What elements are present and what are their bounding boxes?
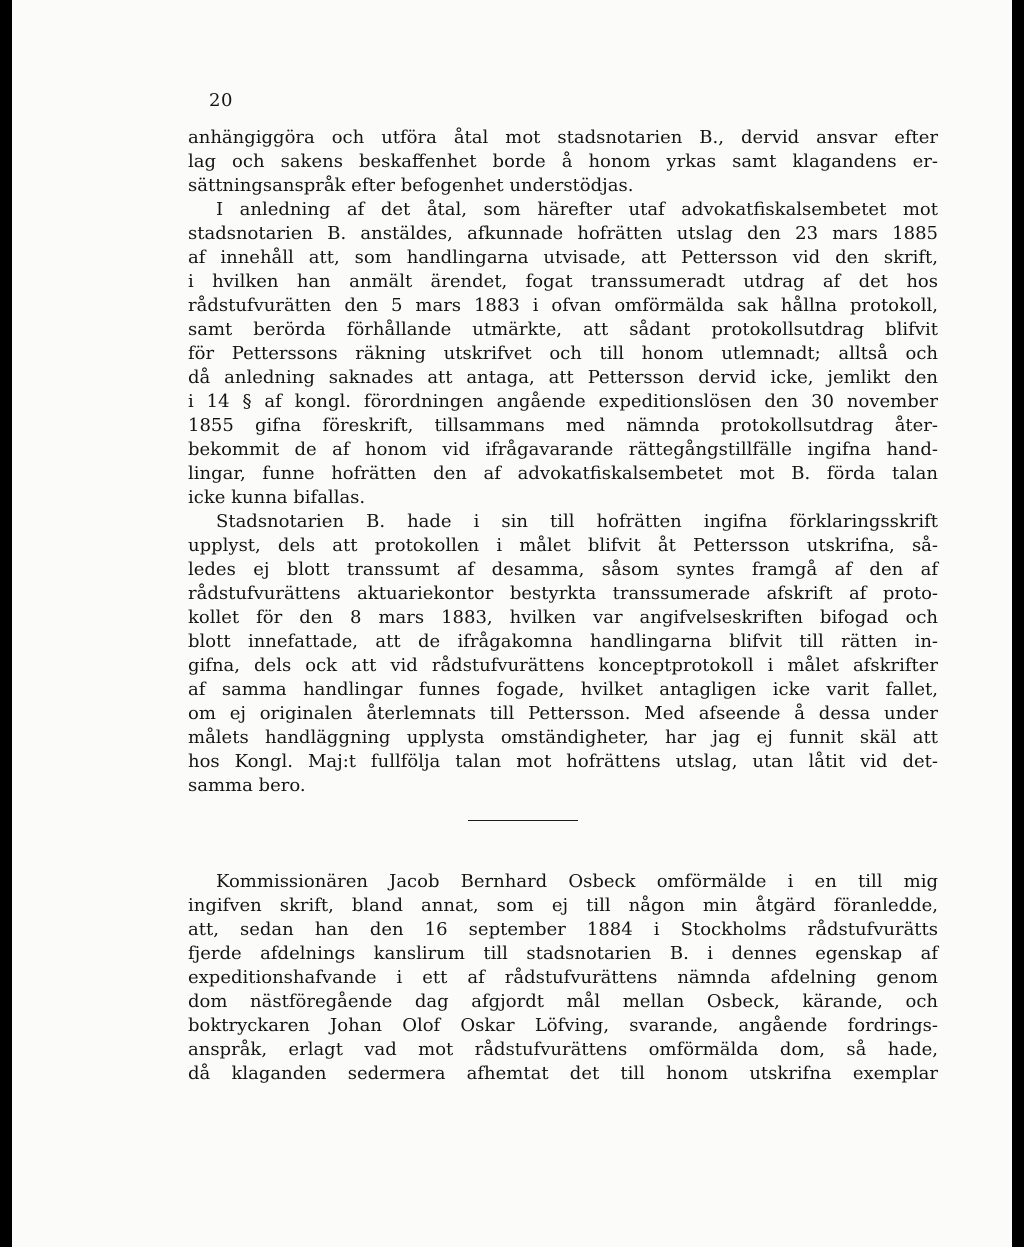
text-line: ingifven skrift, bland annat, som ej till någon min åtgärd föranledde, <box>188 895 938 916</box>
text-line: boktryckaren Johan Olof Oskar Löfving, svarande, angående fordrings- <box>188 1015 938 1036</box>
paragraph-start-line: Kommissionären Jacob Bernhard Osbeck omförmälde i en till mig <box>216 871 938 892</box>
text-line: lag och sakens beskaffenhet borde å honom yrkas samt klagandens er- <box>188 151 938 172</box>
text-line: att, sedan han den 16 september 1884 i Stockholms rådstufvurätts <box>188 919 938 940</box>
text-line: 1855 gifna föreskrift, tillsammans med nämnda protokollsutdrag åter- <box>188 415 938 436</box>
text-line: bekommit de af honom vid ifrågavarande rättegångstillfälle ingifna hand- <box>188 439 938 460</box>
text-line: hos Kongl. Maj:t fullfölja talan mot hofrättens utslag, utan låtit vid det- <box>188 751 938 772</box>
text-line: af innehåll att, som handlingarna utvisade, att Pettersson vid den skrift, <box>188 247 938 268</box>
text-line: lingar, funne hofrätten den af advokatfiskalsembetet mot B. förda talan <box>188 463 938 484</box>
section-separator <box>468 820 578 821</box>
text-line: om ej originalen återlemnats till Pettersson. Med afseende å dessa under <box>188 703 938 724</box>
text-line: rådstufvurättens aktuariekontor bestyrkta transsumerade afskrift af proto- <box>188 583 938 604</box>
text-line: ledes ej blott transsumt af desamma, såsom syntes framgå af den af <box>188 559 938 580</box>
text-line: sättningsanspråk efter befogenhet understödjas. <box>188 175 634 196</box>
text-line: upplyst, dels att protokollen i målet blifvit åt Pettersson utskrifna, så- <box>188 535 938 556</box>
page-number: 20 <box>209 90 233 111</box>
text-line: då anledning saknades att antaga, att Pettersson dervid icke, jemlikt den <box>188 367 938 388</box>
text-line: icke kunna bifallas. <box>188 487 366 508</box>
text-line: i 14 § af kongl. förordningen angående expeditionslösen den 30 november <box>188 391 938 412</box>
text-line: för Petterssons räkning utskrifvet och till honom utlemnadt; alltså och <box>188 343 938 364</box>
text-line: stadsnotarien B. anstäldes, afkunnade hofrätten utslag den 23 mars 1885 <box>188 223 938 244</box>
text-line: i hvilken han anmält ärendet, fogat transsumeradt utdrag af det hos <box>188 271 938 292</box>
paragraph-start-line: I anledning af det åtal, som härefter utaf advokatfiskalsembetet mot <box>216 199 938 220</box>
document-page <box>12 0 1012 1247</box>
text-line: dom nästföregående dag afgjordt mål mellan Osbeck, kärande, och <box>188 991 938 1012</box>
text-line: då klaganden sedermera afhemtat det till honom utskrifna exemplar <box>188 1063 938 1084</box>
text-line: anhängiggöra och utföra åtal mot stadsnotarien B., dervid ansvar efter <box>188 127 938 148</box>
text-line: samma bero. <box>188 775 306 796</box>
text-line: fjerde afdelnings kanslirum till stadsnotarien B. i dennes egenskap af <box>188 943 938 964</box>
text-line: målets handläggning upplysta omständigheter, har jag ej funnit skäl att <box>188 727 938 748</box>
text-line: af samma handlingar funnes fogade, hvilket antagligen icke varit fallet, <box>188 679 938 700</box>
text-line: gifna, dels ock att vid rådstufvurättens konceptprotokoll i målet afskrifter <box>188 655 938 676</box>
text-line: expeditionshafvande i ett af rådstufvurättens nämnda afdelning genom <box>188 967 938 988</box>
text-line: samt berörda förhållande utmärkte, att sådant protokollsutdrag blifvit <box>188 319 938 340</box>
text-line: kollet för den 8 mars 1883, hvilken var angifvelseskriften bifogad och <box>188 607 938 628</box>
text-line: rådstufvurätten den 5 mars 1883 i ofvan omförmälda sak hållna protokoll, <box>188 295 938 316</box>
paragraph-start-line: Stadsnotarien B. hade i sin till hofrätten ingifna förklaringsskrift <box>216 511 938 532</box>
text-line: blott innefattade, att de ifrågakomna handlingarna blifvit till rätten in- <box>188 631 938 652</box>
text-line: anspråk, erlagt vad mot rådstufvurättens omförmälda dom, så hade, <box>188 1039 938 1060</box>
